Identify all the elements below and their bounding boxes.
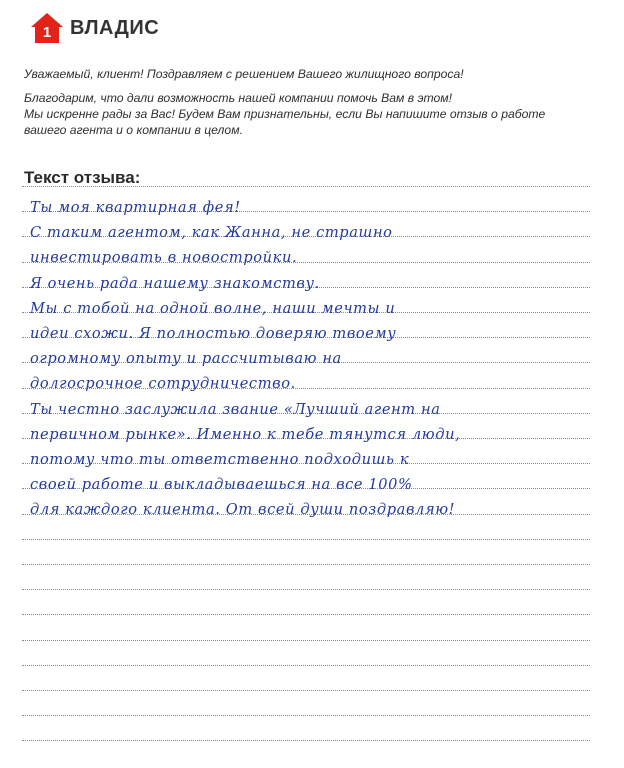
- intro-thanks: Благодарим, что дали возможность нашей компании помочь Вам в этом!: [24, 91, 453, 105]
- review-line: долгосрочное сотрудничество.: [30, 375, 296, 393]
- review-line: Ты моя квартирная фея!: [30, 199, 241, 216]
- house-logo-icon: [30, 12, 64, 44]
- review-line: первичном рынке». Именно к тебе тянутся люди,: [30, 425, 461, 443]
- intro-greeting: Уважаемый, клиент! Поздравляем с решением Вашего жилищного вопроса!: [24, 67, 464, 81]
- ruling-line: [22, 614, 590, 615]
- logo-badge: 1: [42, 24, 52, 41]
- handwritten-review: [30, 195, 600, 522]
- ruling-line: [22, 640, 590, 641]
- ruling-line: [22, 665, 590, 666]
- intro-request: Мы искренне рады за Вас! Будем Вам признательны, если Вы напишите отзыв о работе: [24, 107, 546, 121]
- review-line: идеи схожи. Я полностью доверяю твоему: [30, 324, 397, 342]
- ruling-line: [22, 690, 590, 691]
- ruling-line: [22, 564, 590, 565]
- review-line: огромному опыту и рассчитываю на: [30, 350, 342, 368]
- review-title: Текст отзыва:: [24, 168, 141, 187]
- review-line: Мы с тобой на одной волне, наши мечты и: [30, 299, 396, 317]
- review-line: для каждого клиента. От всей души поздравляю!: [30, 501, 456, 519]
- ruling-line: [22, 715, 590, 716]
- brand-logo: [30, 12, 159, 44]
- intro-request-cont: вашего агента и о компании в целом.: [24, 123, 243, 137]
- review-line: своей работе и выкладываешься на все 100%: [30, 476, 413, 494]
- ruling-line: [22, 539, 590, 540]
- intro-text: [24, 66, 604, 138]
- review-line: Я очень рада нашему знакомству.: [30, 274, 320, 292]
- review-line: инвестировать в новостройки.: [30, 249, 298, 267]
- brand-name: ВЛАДИС: [70, 16, 160, 39]
- ruling-line: [22, 740, 590, 741]
- ruling-line: [22, 186, 590, 187]
- review-line: потому что ты ответственно подходишь к: [30, 450, 410, 468]
- review-line: С таким агентом, как Жанна, не страшно: [30, 224, 393, 242]
- review-line: Ты честно заслужила звание «Лучший агент на: [30, 400, 441, 418]
- ruling-line: [22, 589, 590, 590]
